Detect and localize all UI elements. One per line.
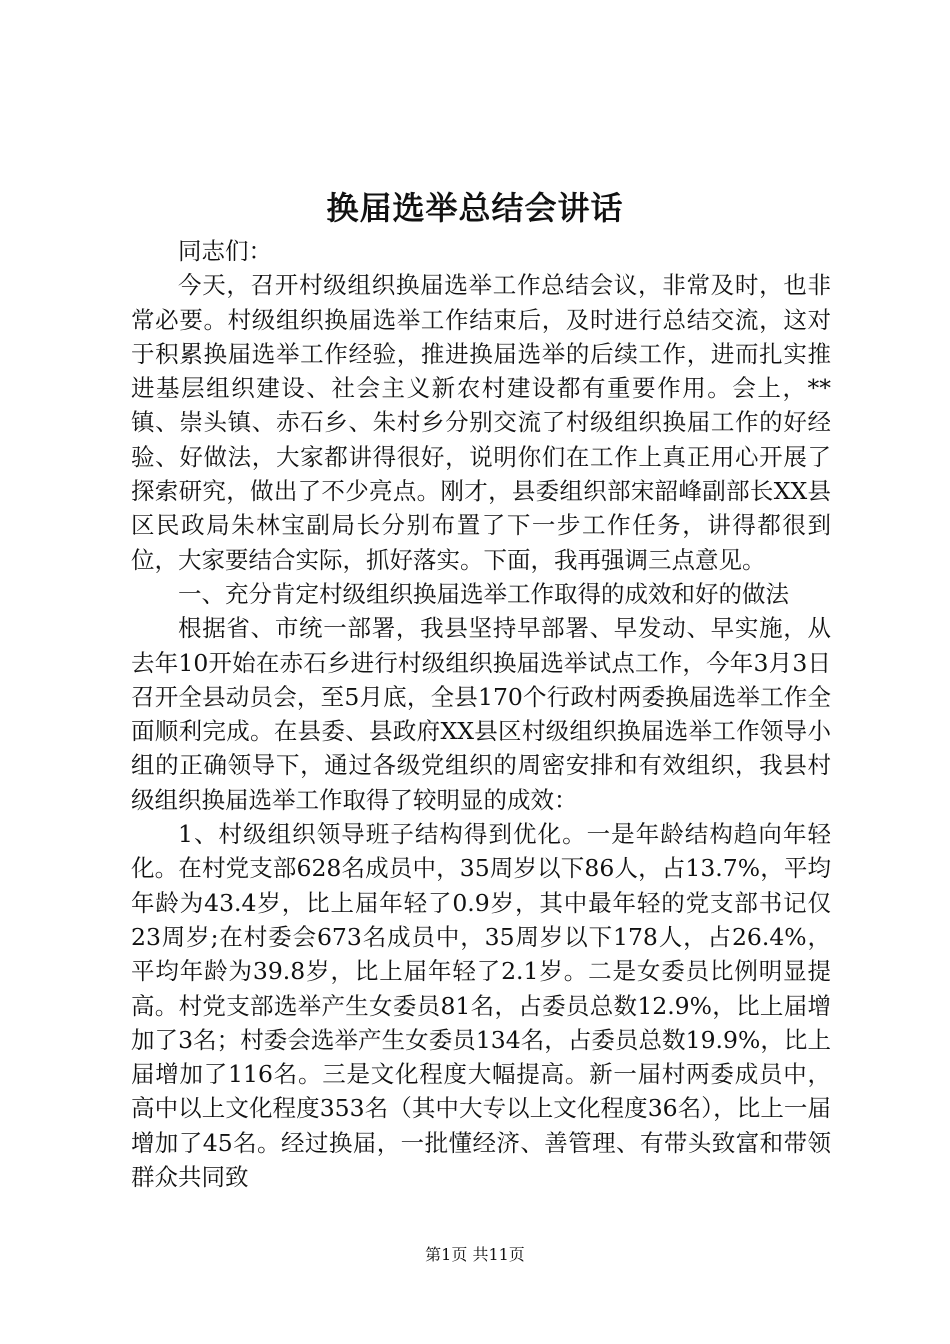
salutation-paragraph: 同志们： [178, 237, 272, 265]
page-number-footer: 第1页 共11页 [425, 1245, 525, 1264]
background-paragraph: 根据省、市统一部署，我县坚持早部署、早发动、早实施，从去年10开始在赤石乡进行村级组织换届选举试点工作，今年3月3日召开全县动员会，至5月底，全县170个行政村两委换届选举工作全面顺利完成。在县委、县政府XX县区村级组织换届选举工作领导小组的正确领导下，通过各级党组织的周密安排和有效组织，我县村级组织换届选举工作取得了较明显的成效： [131, 614, 831, 814]
document-title: 换届选举总结会讲话 [326, 189, 624, 227]
document-body [131, 234, 831, 1194]
results-paragraph: 1、村级组织领导班子结构得到优化。一是年龄结构趋向年轻化。在村党支部628名成员中，35周岁以下86人，占13.7%，平均年龄为43.4岁，比上届年轻了0.9岁，其中最年轻的党支部书记仅23周岁;在村委会673名成员中，35周岁以下178人，占26.4%，平均年龄为39.8岁，比上届年轻了2.1岁。二是女委员比例明显提高。村党支部选举产生女委员81名，占委员总数12.9%，比上届增加了3名；村委会选举产生女委员134名，占委员总数19.9%，比上届增加了116名。三是文化程度大幅提高。新一届村两委成员中，高中以上文化程度353名（其中大专以上文化程度36名），比上一届增加了45名。经过换届，一批懂经济、善管理、有带头致富和带领群众共同致 [131, 820, 831, 1192]
intro-paragraph: 今天，召开村级组织换届选举工作总结会议，非常及时，也非常必要。村级组织换届选举工作结束后，及时进行总结交流，这对于积累换届选举工作经验，推进换届选举的后续工作，进而扎实推进基层组织建设、社会主义新农村建设都有重要作用。会上，**镇、崇头镇、赤石乡、朱村乡分别交流了村级组织换届工作的好经验、好做法，大家都讲得很好，说明你们在工作上真正用心开展了探索研究，做出了不少亮点。刚才，县委组织部宋韶峰副部长XX县区民政局朱林宝副局长分别布置了下一步工作任务，讲得都很到位，大家要结合实际，抓好落实。下面，我再强调三点意见。 [131, 271, 831, 574]
section-heading-paragraph: 一、充分肯定村级组织换届选举工作取得的成效和好的做法 [178, 579, 789, 608]
